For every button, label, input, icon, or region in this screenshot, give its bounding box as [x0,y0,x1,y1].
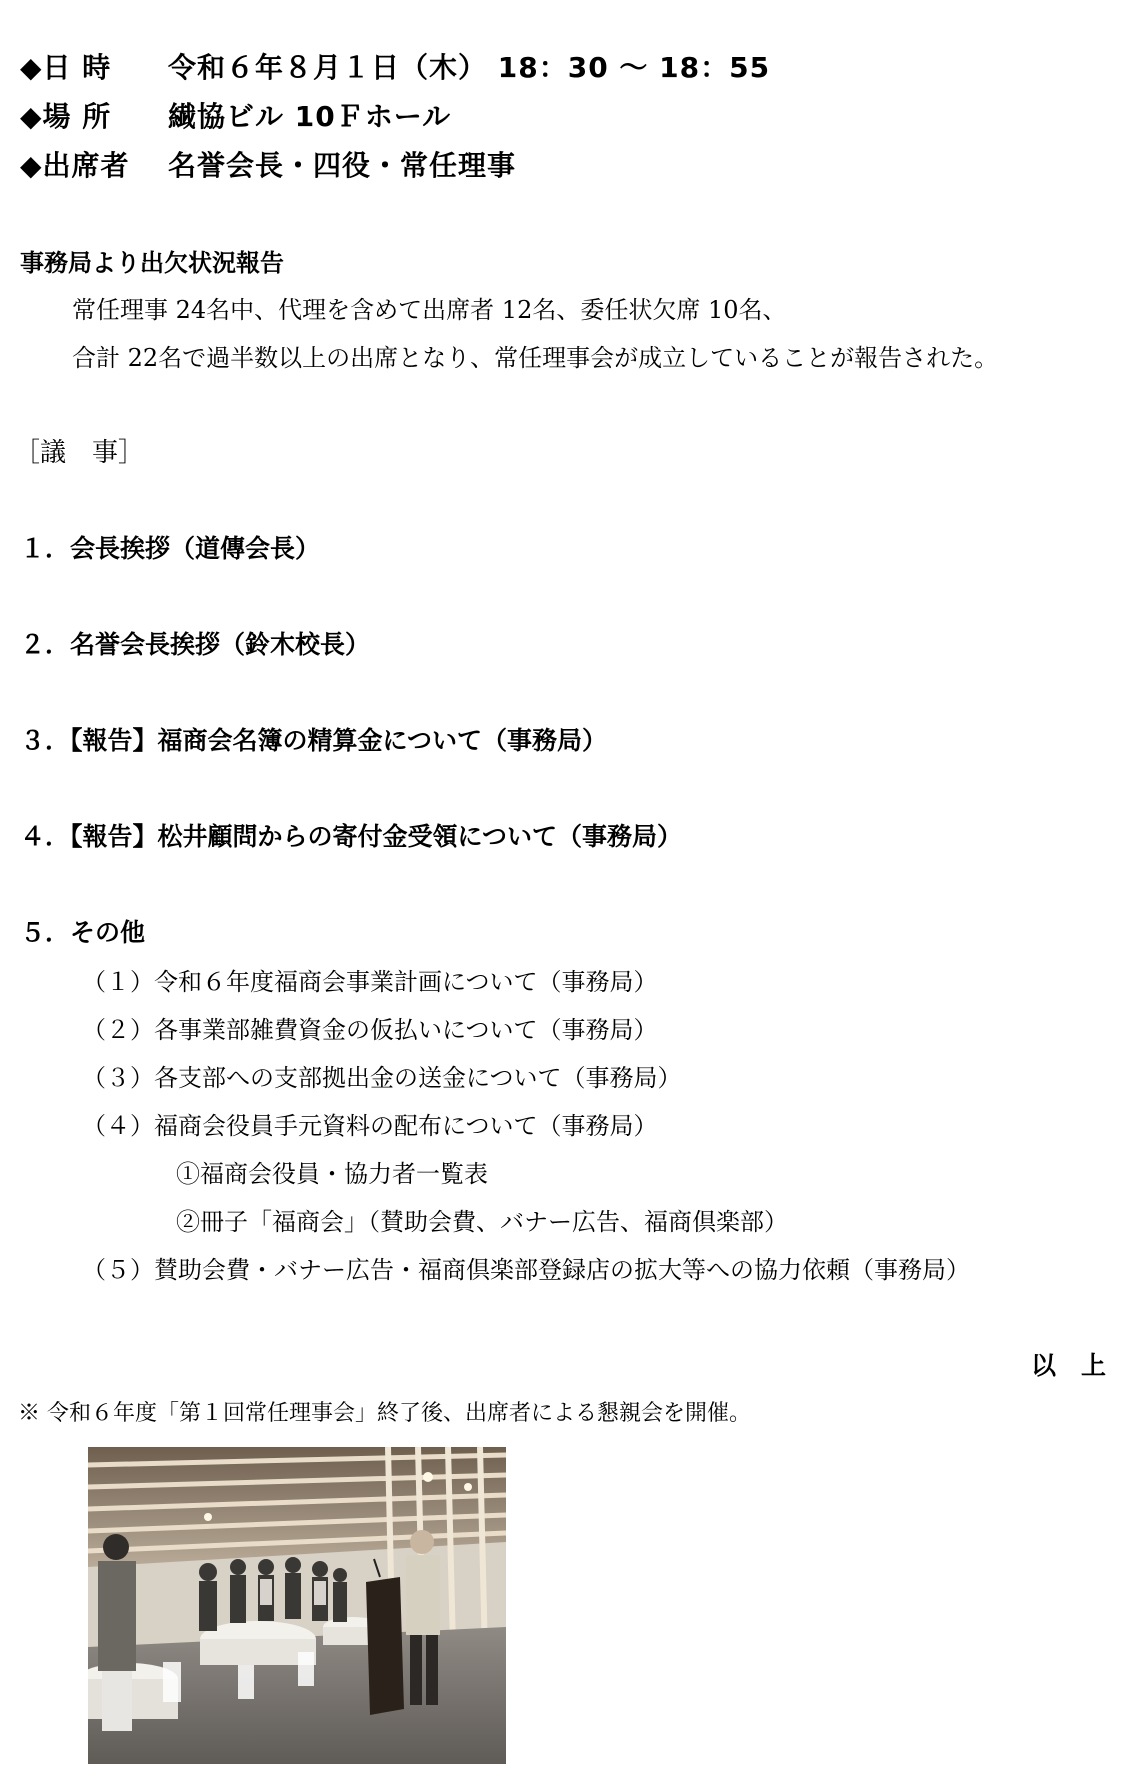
datetime-value: 令和６年８月１日（木） 18：30 ～ 18：55 [168,51,771,84]
place-label: ◆場 所 [20,100,112,133]
place-row [20,95,451,135]
attendees-row [20,144,516,184]
sub-item-1: （１）令和６年度福商会事業計画について（事務局） [82,968,658,996]
agenda-item-3: ３．【報告】福商会名簿の精算金について（事務局） [20,726,608,755]
footnote: ※ 令和６年度「第１回常任理事会」終了後、出席者による懇親会を開催。 [18,1401,751,1426]
agenda-item-4: ４．【報告】松井顧問からの寄付金受領について（事務局） [20,822,683,851]
agenda-item-1: １．会長挨拶（道傳会長） [20,534,321,563]
sub-item-4-2: ②冊子「福商会」（賛助会費、バナー広告、福商倶楽部） [176,1208,788,1236]
sub-item-2: （２）各事業部雑費資金の仮払いについて（事務局） [82,1016,658,1044]
sub-item-5: （５）賛助会費・バナー広告・福商倶楽部登録店の拡大等への協力依頼（事務局） [82,1256,970,1284]
agenda-item-5: ５．その他 [20,918,146,947]
attendees-label: ◆出席者 [20,149,130,182]
sub-item-4: （４）福商会役員手元資料の配布について（事務局） [82,1112,658,1140]
event-photo [88,1447,506,1764]
report-line-2: 合計 22名で過半数以上の出席となり、常任理事会が成立していることが報告された。 [72,344,999,372]
report-line-1: 常任理事 24名中、代理を含めて出席者 12名、委任状欠席 10名、 [72,296,787,324]
sub-item-3: （３）各支部への支部拠出金の送金について（事務局） [82,1064,682,1092]
agenda-item-2: ２．名誉会長挨拶（鈴木校長） [20,630,371,659]
closing-mark: 以 上 [1030,1351,1106,1380]
agenda-heading: ［議 事］ [14,438,145,468]
datetime-label: ◆日 時 [20,51,112,84]
sub-item-4-1: ①福商会役員・協力者一覧表 [176,1160,488,1188]
attendees-value: 名誉会長・四役・常任理事 [168,149,517,182]
report-heading: 事務局より出欠状況報告 [20,249,284,277]
place-value: 繊協ビル 10Ｆホール [168,100,452,133]
datetime-row [20,46,770,86]
